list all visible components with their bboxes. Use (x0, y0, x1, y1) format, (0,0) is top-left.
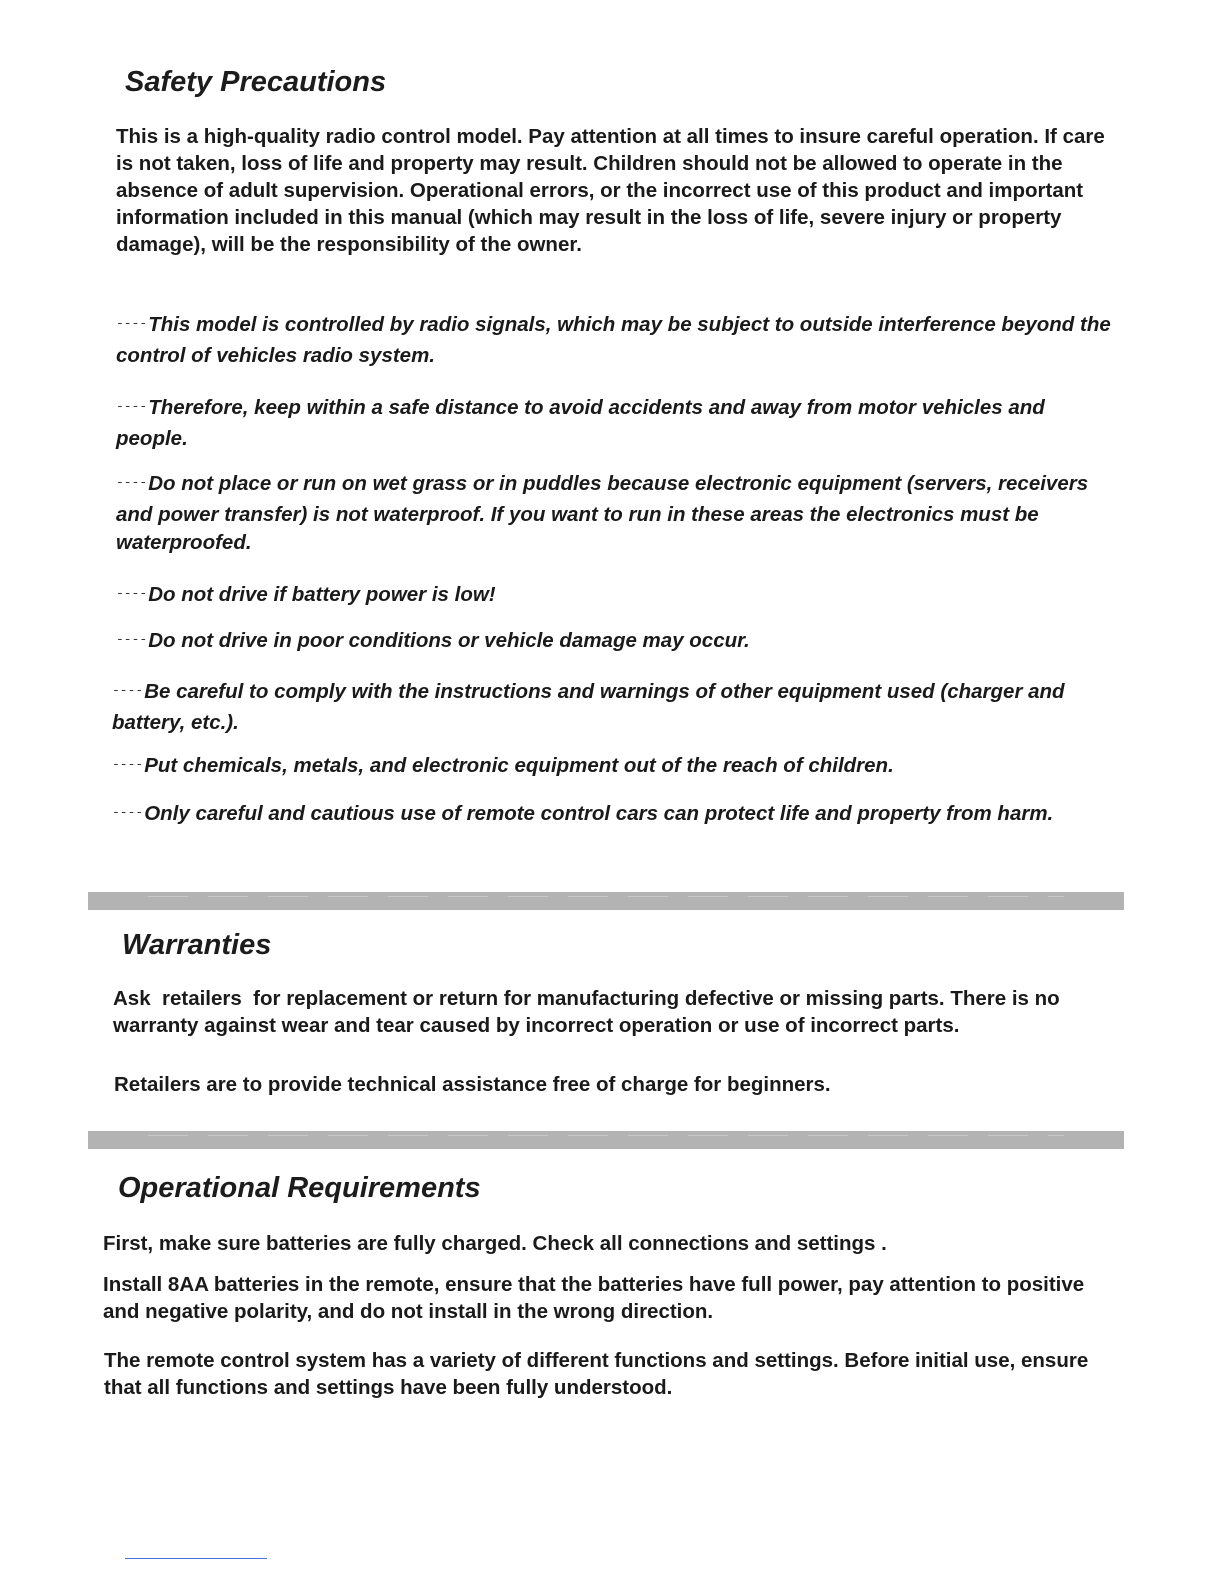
safety-intro-paragraph: This is a high-quality radio control model. Pay attention at all times to insure careful operation. If care is not taken, loss of life and property may result. Children should not be allowed to operate in the absence of adult supervision. Operational errors, or the incorrect use of this product and important information included in this manual (which may result in the loss of life, severe injury or property damage), will be the responsibility of the owner. (116, 125, 1105, 256)
dash-marker: ---- (116, 475, 148, 490)
safety-item-text: This model is controlled by radio signals, which may be subject to outside interference beyond the control of vehicles radio system. (116, 313, 1111, 367)
warranties-paragraph: Ask retailers for replacement or return for manufacturing defective or missing parts. There is no warranty against wear and tear caused by incorrect operation or use of incorrect parts. (113, 987, 1066, 1037)
safety-item (116, 394, 1116, 453)
safety-precautions-heading: Safety Precautions (125, 66, 387, 98)
operational-paragraph: Install 8AA batteries in the remote, ensure that the batteries have full power, pay attention to positive and negative polarity, and do not install in the wrong direction. (103, 1273, 1085, 1323)
safety-item-text: Do not drive in poor conditions or vehicle damage may occur. (148, 629, 750, 652)
operational-requirements-heading: Operational Requirements (118, 1172, 481, 1204)
dash-marker: ---- (112, 805, 144, 820)
dash-marker: ---- (116, 632, 148, 647)
section-divider (88, 892, 1124, 910)
dash-marker: ---- (116, 399, 148, 414)
safety-item (112, 678, 1124, 737)
footer-rule (125, 1558, 267, 1559)
safety-item-text: Do not drive if battery power is low! (148, 583, 496, 606)
safety-item (116, 581, 1116, 612)
safety-item (112, 800, 1112, 831)
warranties-heading: Warranties (122, 929, 272, 961)
dash-marker: ---- (116, 316, 148, 331)
operational-paragraph: First, make sure batteries are fully charged. Check all connections and settings . (103, 1232, 887, 1255)
safety-item-text: Therefore, keep within a safe distance to avoid accidents and away from motor vehicles and people. (116, 396, 1045, 450)
safety-item-text: Put chemicals, metals, and electronic equipment out of the reach of children. (144, 754, 894, 777)
safety-item-text: Do not place or run on wet grass or in puddles because electronic equipment (servers, receivers and power transfer) is not waterproof. If you want to run in these areas the electronics must be waterproofed. (116, 472, 1089, 554)
safety-item-text: Only careful and cautious use of remote control cars can protect life and property from harm. (144, 802, 1054, 825)
safety-item (116, 470, 1116, 557)
warranties-paragraph: Retailers are to provide technical assistance free of charge for beginners. (114, 1073, 831, 1096)
safety-item-text: Be careful to comply with the instructions and warnings of other equipment used (charger and battery, etc.). (112, 680, 1065, 734)
safety-item (116, 627, 1116, 658)
dash-marker: ---- (112, 683, 144, 698)
dash-marker: ---- (116, 586, 148, 601)
dash-marker: ---- (112, 757, 144, 772)
safety-item (116, 311, 1116, 370)
operational-paragraph: The remote control system has a variety of different functions and settings. Before initial use, ensure that all functions and settings have been fully understood. (104, 1349, 1089, 1399)
section-divider (88, 1131, 1124, 1149)
safety-item (112, 752, 1112, 783)
